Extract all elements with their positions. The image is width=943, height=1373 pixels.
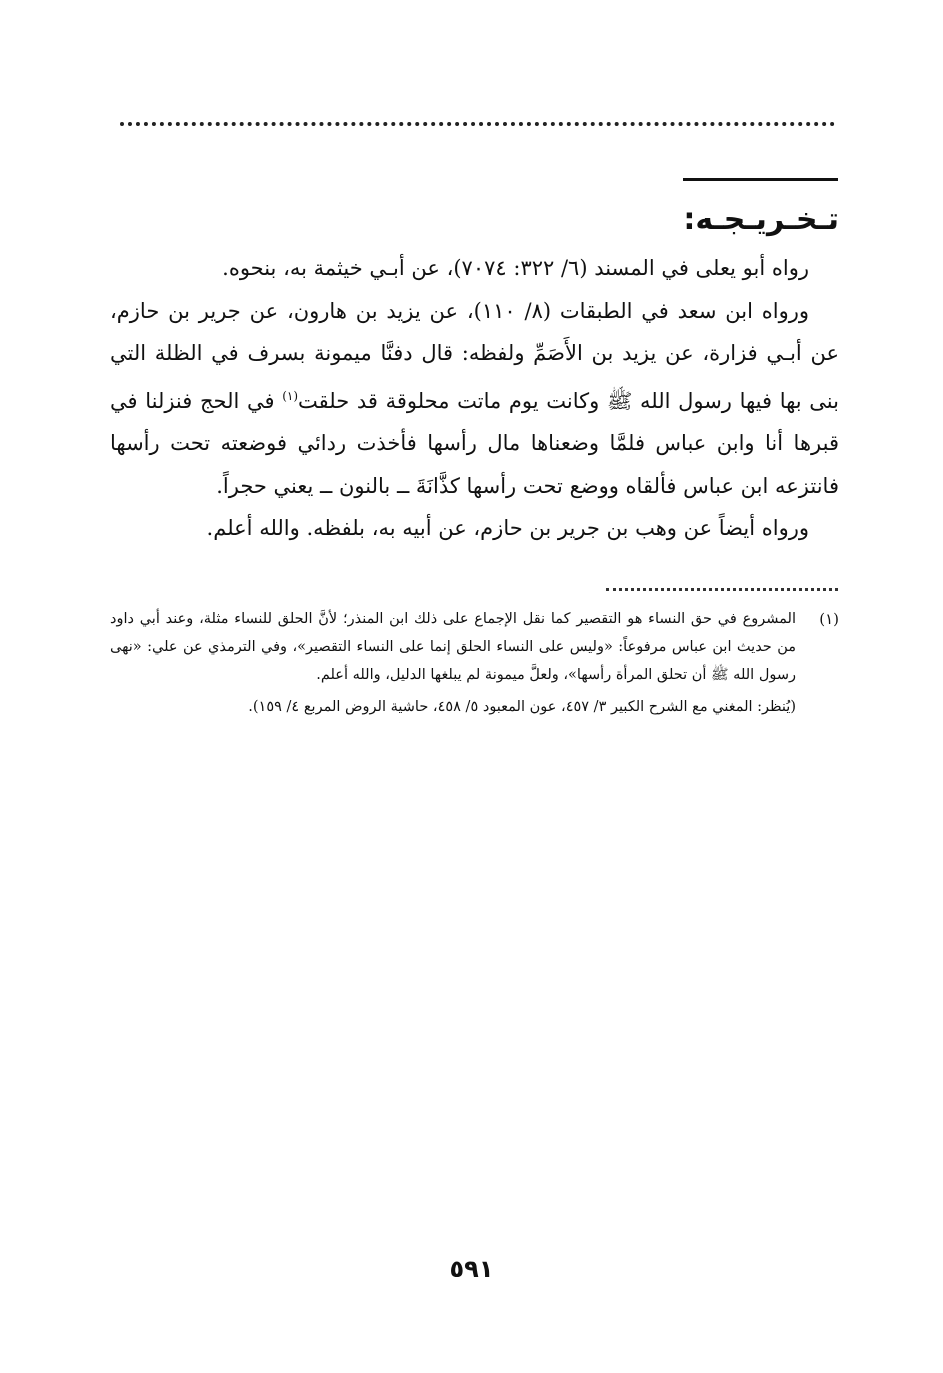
footnote-text: المشروع في حق النساء هو التقصير كما نقل الإجماع على ذلك ابن المنذر؛ لأنَّ الحلق للنساء مثلة، وعند أبي داود من حديث ابن عباس مرفوعاً: «وليس على النساء الحلق إنما على النساء التقصير»، وفي الترمذي عن علي: «نهى رسول الله ﷺ أن تحلق المرأة رأسها»، ولعلَّ ميمونة لم يبلغها الدليل، والله أعلم. bbox=[110, 611, 796, 683]
footnote bbox=[110, 605, 839, 721]
paragraph-2-tail: في الحج فنزلنا في قبرها أنا وابن عباس فلمَّا وضعناها مال رأسها فأخذت ردائي فوضعته تحت رأسها فانتزعه ابن عباس فألقاه ووضع تحت رأسها كذَّانَةَ ــ بالنون ــ يعني حجراً. bbox=[110, 388, 839, 498]
page-number: ٥٩١ bbox=[449, 1255, 494, 1283]
footnote-marker: (١) bbox=[282, 388, 299, 403]
main-text bbox=[110, 247, 839, 550]
footnote-body bbox=[110, 605, 796, 721]
section-heading: تـخـريـجـه: bbox=[683, 202, 839, 237]
heading-rule bbox=[683, 178, 838, 181]
paragraph-1: رواه أبو يعلى في المسند (٦/ ٣٢٢: ٧٠٧٤)، عن أبـي خيثمة به، بنحوه. bbox=[222, 256, 809, 280]
footnote-dotted-separator bbox=[606, 588, 838, 591]
paragraph-3: ورواه أيضاً عن وهب بن جرير بن حازم، عن أبيه به، بلفظه. والله أعلم. bbox=[206, 516, 809, 540]
footnote-reference: (يُنظر: المغني مع الشرح الكبير ٣/ ٤٥٧، عون المعبود ٥/ ٤٥٨، حاشية الروض المربع ٤/ ١٥٩). bbox=[248, 699, 796, 715]
top-dotted-separator bbox=[120, 122, 835, 126]
footnote-number: (١) bbox=[819, 610, 839, 628]
paragraph-2 bbox=[110, 290, 839, 508]
paragraph-2-head: ورواه ابن سعد في الطبقات (٨/ ١١٠)، عن يزيد بن هارون، عن جرير بن حازم، عن أبـي فزارة، عن يزيد بن الأَصَمِّ ولفظه: قال دفنَّا ميمونة بسرف في الظلة التي بنى بها فيها رسول الله ﷺ وكانت يوم ماتت محلوقة قد حلقت bbox=[110, 298, 839, 413]
